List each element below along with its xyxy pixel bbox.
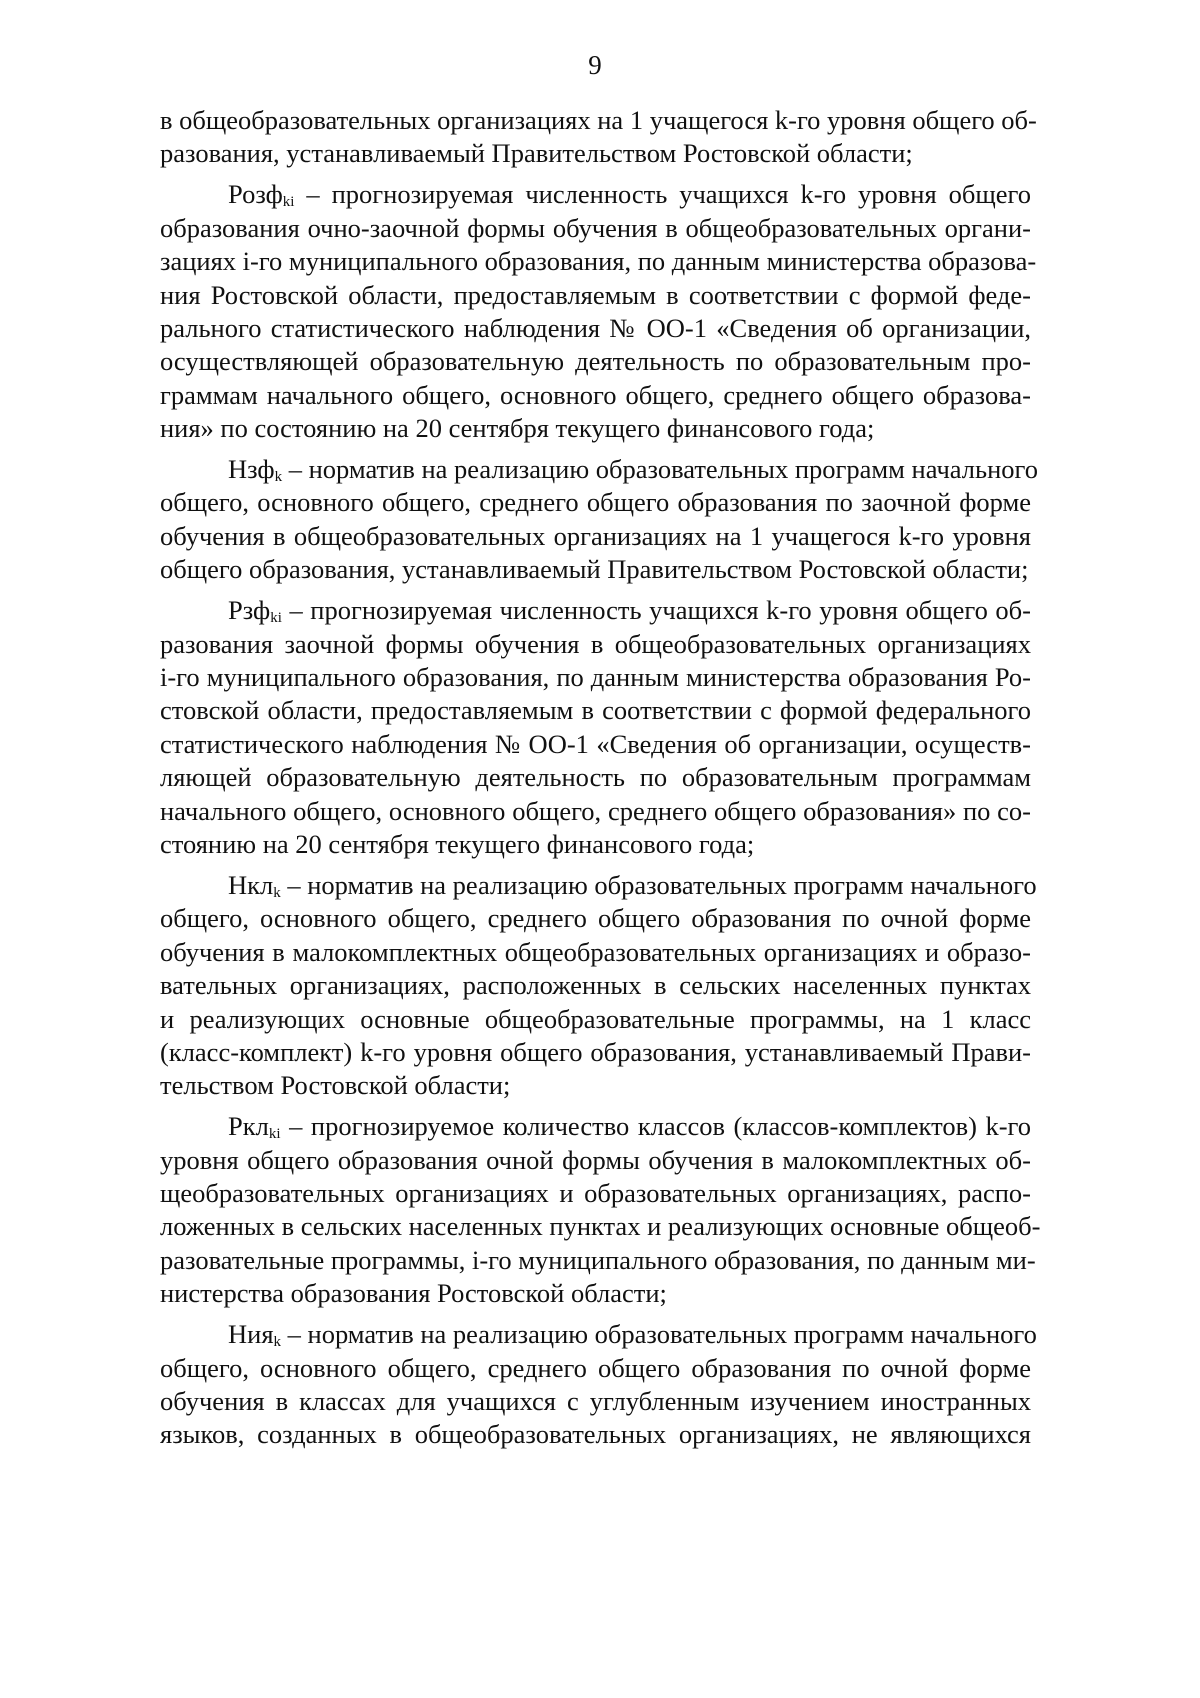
line-text: – норматив на реализацию образовательных программ начального	[282, 454, 1038, 485]
line-text: – прогнозируемая численность учащихся k-го уровня общего об-	[281, 595, 1031, 626]
line-text: начального общего, основного общего, среднего общего образования» по со-	[160, 795, 1031, 826]
text-line	[160, 1110, 1031, 1143]
term-subscript: ki	[270, 610, 282, 627]
paragraph	[160, 1110, 1041, 1310]
term-subscript: ki	[282, 194, 295, 211]
line-text: разования, устанавливаемый Правительством Ростовской области;	[160, 138, 913, 169]
text-line	[160, 312, 1031, 345]
formula-term	[228, 1111, 281, 1141]
line-text: разования заочной формы обучения в общеобразовательных организациях	[160, 628, 1031, 659]
document-body	[160, 104, 1041, 1459]
text-line	[160, 628, 1031, 661]
line-text: уровня общего образования очной формы обучения в малокомплектных об-	[160, 1144, 1031, 1175]
text-line	[160, 279, 1031, 312]
line-text: вательных организациях, расположенных в сельских населенных пунктах	[160, 970, 1031, 1001]
term-symbol: Рзф	[228, 595, 271, 626]
text-line	[160, 1036, 1031, 1069]
line-text: (класс-комплект) k-го уровня общего образования, устанавливаемый Прави-	[160, 1036, 1031, 1067]
text-line	[160, 1003, 1031, 1036]
paragraph	[160, 104, 1037, 171]
line-text: – прогнозируемое количество классов (классов-комплектов) k-го	[280, 1111, 1031, 1142]
term-symbol: Ния	[228, 1319, 274, 1350]
line-text: языков, созданных в общеобразовательных организациях, не являющихся	[160, 1419, 1031, 1450]
text-line	[160, 1177, 1031, 1210]
line-text: обучения в общеобразовательных организациях на 1 учащегося k-го уровня	[160, 520, 1031, 551]
line-text: ложенных в сельских населенных пунктах и реализующих основные общеоб-	[160, 1211, 1041, 1242]
text-line	[160, 969, 1031, 1002]
text-line	[160, 1277, 1031, 1310]
text-line	[160, 661, 1031, 694]
text-line	[160, 453, 1038, 486]
text-line	[160, 104, 1037, 137]
line-text: i-го муниципального образования, по данным министерства образования Ро-	[160, 662, 1031, 693]
text-line	[160, 178, 1031, 211]
term-symbol: Ркл	[228, 1111, 269, 1142]
line-text: – прогнозируемая численность учащихся k-го уровня общего	[294, 179, 1031, 210]
term-symbol: Нкл	[228, 869, 274, 900]
term-symbol: Нзф	[228, 454, 275, 485]
line-text: общего, основного общего, среднего общего образования по очной форме	[160, 1352, 1031, 1383]
text-line	[160, 694, 1031, 727]
text-line	[160, 1418, 1031, 1451]
paragraph	[160, 869, 1037, 1103]
term-subscript: k	[273, 884, 281, 901]
text-line	[160, 936, 1031, 969]
line-text: общего, основного общего, среднего общего образования по заочной форме	[160, 487, 1031, 518]
line-text: ния» по состоянию на 20 сентября текущего финансового года;	[160, 413, 875, 444]
text-line	[160, 795, 1031, 828]
text-line	[160, 1352, 1031, 1385]
text-line	[160, 1144, 1031, 1177]
text-line	[160, 520, 1031, 553]
text-line	[160, 486, 1031, 519]
line-text: ляющей образовательную деятельность по образовательным программам	[160, 762, 1031, 793]
formula-term	[228, 595, 282, 625]
line-text: нистерства образования Ростовской области;	[160, 1278, 667, 1309]
text-line	[160, 345, 1031, 378]
text-line	[160, 553, 1031, 586]
text-line	[160, 1210, 1041, 1243]
line-text: граммам начального общего, основного общего, среднего общего образова-	[160, 379, 1031, 410]
term-symbol: Розф	[228, 179, 283, 210]
line-text: обучения в классах для учащихся с углубленным изучением иностранных	[160, 1386, 1031, 1417]
line-text: статистического наблюдения № ОО-1 «Сведения об организации, осуществ-	[160, 728, 1031, 759]
line-text: щеобразовательных организациях и образовательных организациях, распо-	[160, 1178, 1031, 1209]
text-line	[160, 761, 1031, 794]
text-line	[160, 412, 1031, 445]
formula-term	[228, 179, 294, 209]
line-text: образования очно-заочной формы обучения в общеобразовательных органи-	[160, 212, 1031, 243]
text-line	[160, 212, 1031, 245]
line-text: стоянию на 20 сентября текущего финансового года;	[160, 828, 755, 859]
text-line	[160, 1244, 1036, 1277]
line-text: и реализующих основные общеобразовательные программы, на 1 класс	[160, 1003, 1031, 1034]
formula-term	[228, 454, 282, 484]
text-line	[160, 728, 1031, 761]
paragraph	[160, 178, 1037, 445]
line-text: – норматив на реализацию образовательных программ начального	[281, 1319, 1037, 1350]
text-line	[160, 1069, 1031, 1102]
text-line	[160, 902, 1031, 935]
text-line	[160, 1385, 1031, 1418]
text-line	[160, 1318, 1037, 1351]
line-text: общего образования, устанавливаемый Правительством Ростовской области;	[160, 554, 1029, 585]
term-subscript: ki	[268, 1126, 281, 1143]
line-text: – норматив на реализацию образовательных программ начального	[280, 869, 1037, 900]
line-text: осуществляющей образовательную деятельность по образовательным про-	[160, 346, 1031, 377]
line-text: ния Ростовской области, предоставляемым в соответствии с формой феде-	[160, 279, 1031, 310]
formula-term	[228, 1319, 281, 1349]
paragraph	[160, 453, 1038, 587]
text-line	[160, 828, 1031, 861]
line-text: зациях i-го муниципального образования, по данным министерства образова-	[160, 246, 1037, 277]
text-line	[160, 379, 1031, 412]
line-text: общего, основного общего, среднего общего образования по очной форме	[160, 903, 1031, 934]
formula-term	[228, 870, 281, 900]
line-text: в общеобразовательных организациях на 1 учащегося k-го уровня общего об-	[160, 105, 1037, 135]
term-subscript: k	[274, 469, 283, 486]
paragraph	[160, 594, 1031, 861]
line-text: разовательные программы, i-го муниципального образования, по данным ми-	[160, 1244, 1036, 1275]
line-text: обучения в малокомплектных общеобразовательных организациях и образо-	[160, 936, 1031, 967]
paragraph	[160, 1318, 1037, 1452]
line-text: тельством Ростовской области;	[160, 1070, 511, 1101]
line-text: стовской области, предоставляемым в соответствии с формой федерального	[160, 695, 1031, 726]
text-line	[160, 869, 1037, 902]
line-text: рального статистического наблюдения № ОО-1 «Сведения об организации,	[160, 312, 1031, 343]
text-line	[160, 245, 1037, 278]
text-line	[160, 137, 1031, 170]
page-number: 9	[588, 50, 602, 80]
text-line	[160, 594, 1031, 627]
term-subscript: k	[273, 1334, 282, 1351]
